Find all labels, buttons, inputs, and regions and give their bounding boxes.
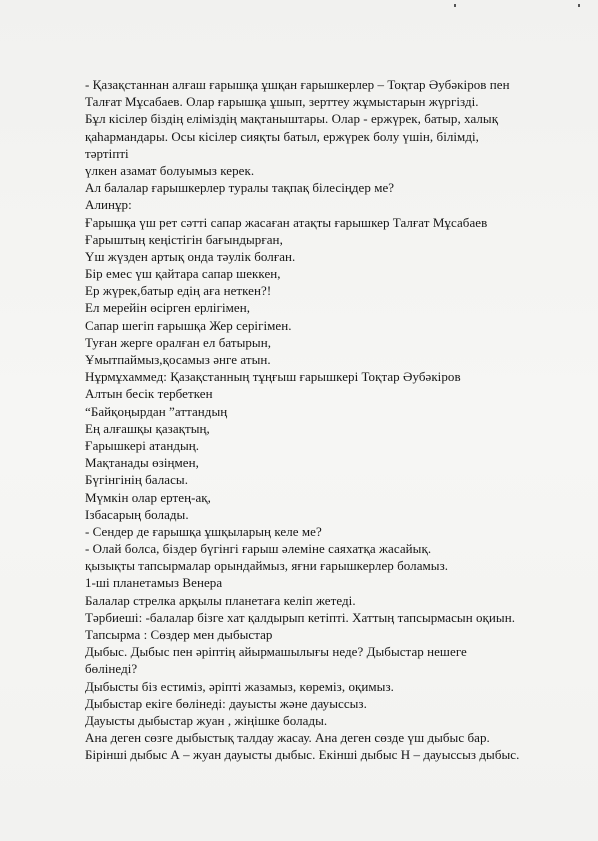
scan-speck: [454, 4, 456, 7]
text-line: үлкен азамат болуымыз керек.: [85, 162, 255, 178]
text-line: Үш жүзден артық онда тәулік болған.: [85, 248, 296, 264]
text-line: Алтын бесік тербеткен: [85, 386, 213, 402]
text-line: Тапсырма : Сөздер мен дыбыстар: [85, 627, 273, 642]
text-line: Ғарышқа үш рет сәтті сапар жасаған атақты ғарышкер Талғат Мұсабаев: [85, 214, 488, 230]
text-line: Дыбыстар екіге бөлінеді: дауысты және дауыссыз.: [85, 695, 367, 711]
text-line: Ғарыштың кеңістігін бағындырған,: [85, 231, 283, 247]
text-line: Ал балалар ғарышкерлер туралы тақпақ білесіңдер ме?: [85, 180, 395, 196]
text-line: Балалар стрелка арқылы планетаға келіп жетеді.: [85, 592, 356, 608]
text-line: Ұмытпаймыз,қосамыз әнге атын.: [85, 352, 271, 367]
text-line: Бір емес үш қайтара сапар шеккен,: [85, 266, 281, 282]
text-line: - Қазақстаннан алғаш ғарышқа ұшқан ғарышкерлер – Тоқтар Әубәкіров пен: [85, 77, 510, 92]
text-line: қаһармандары. Осы кісілер сияқты батыл, ержүрек болу үшін, білімді,: [85, 128, 479, 144]
text-line: бөлінеді?: [85, 661, 138, 677]
text-line: Ең алғашқы қазақтың,: [85, 420, 210, 436]
text-line: тәртіпті: [85, 145, 129, 161]
text-line: Ғарышкері атандың.: [85, 437, 200, 453]
text-line: Тәрбиеші: -балалар бізге хат қалдырып кетіпті. Хаттың тапсырмасын оқиын.: [85, 609, 516, 625]
text-line: Мақтанады өзіңмен,: [85, 455, 199, 471]
text-line: Талғат Мұсабаев. Олар ғарышқа ұшып, зерттеу жұмыстарын жүргізді.: [85, 94, 479, 110]
text-line: Ана деген сөзге дыбыстық талдау жасау. Ана деген сөзде үш дыбыс бар.: [85, 730, 490, 746]
text-line: қызықты тапсырмалар орындаймыз, яғни ғарышкерлер боламыз.: [85, 558, 449, 574]
text-line: Бірінші дыбыс А – жуан дауысты дыбыс. Екінші дыбыс Н – дауыссыз дыбыс.: [85, 747, 520, 763]
text-line: Сапар шегіп ғарышқа Жер серігімен.: [85, 317, 292, 333]
text-line: Мүмкін олар ертең-ақ,: [85, 489, 211, 505]
text-line: Дауысты дыбыстар жуан , жіңішке болады.: [85, 712, 328, 728]
text-line: Ер жүрек,батыр едің аға неткен?!: [85, 283, 272, 299]
scan-speck: [578, 4, 580, 7]
text-line: Алинұр:: [85, 197, 132, 213]
text-line: Дыбысты біз естиміз, әріпті жазамыз, көреміз, оқимыз.: [85, 678, 394, 694]
text-line: “Байқоңырдан ”аттандың: [85, 403, 228, 419]
text-line: - Сендер де ғарышқа ұшқыларың келе ме?: [85, 523, 322, 539]
text-line: 1-ші планетамыз Венера: [85, 575, 223, 591]
text-line: Ізбасарың болады.: [85, 506, 189, 522]
text-line: Дыбыс. Дыбыс пен әріптің айырмашылығы неде? Дыбыстар нешеге: [85, 644, 467, 660]
text-line: Ел мерейін өсірген ерлігімен,: [85, 300, 251, 316]
text-line: Туған жерге оралған ел батырын,: [85, 334, 272, 350]
document-body: [85, 76, 580, 764]
text-line: Бұл кісілер біздің еліміздің мақтаныштары. Олар - ержүрек, батыр, халық: [85, 111, 499, 127]
text-line: Нұрмұхаммед: Қазақстанның тұңғыш ғарышкері Тоқтар Әубәкіров: [85, 369, 461, 385]
text-line: Бүгінгінің баласы.: [85, 472, 188, 488]
text-line: - Олай болса, біздер бүгінгі ғарыш әлеміне саяхатқа жасайық.: [85, 541, 432, 557]
